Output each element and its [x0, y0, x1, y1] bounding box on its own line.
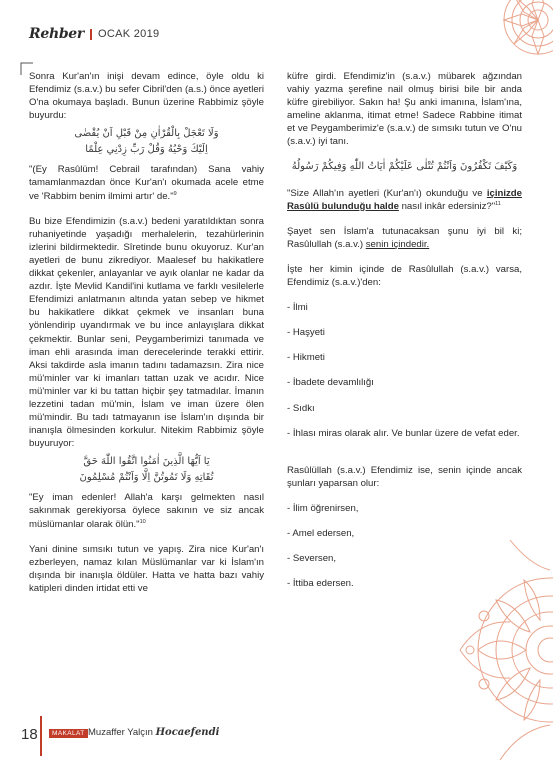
verse-translation	[29, 163, 264, 202]
underlined-phrase: senin içindedir.	[365, 238, 430, 250]
arabic-line: اِلَيْكَ وَحْيُهُ وَقُلْ رَبِّ زِدْنِي عِلْمًا	[85, 144, 208, 156]
paragraph-text: Şayet sen İslam'a tutunacaksan şunu iyi bil ki; Rasûlullah (s.a.v.)	[287, 225, 522, 250]
emphasized-phrase: içinizde Rasûlü bulunduğu halde	[287, 187, 522, 212]
list-item: - Seversen,	[287, 553, 337, 565]
list-item: - Haşyeti	[287, 327, 325, 339]
list-item: - İhlası miras olarak alır. Ve bunlar üzere de vefat eder.	[287, 427, 520, 439]
quote-text: nasıl inkâr edersiniz?"	[398, 200, 496, 212]
paragraph: küfre girdi. Efendimiz'in (s.a.v.) mübarek ağzından vahiy yazma şerefine nail olmuş birisi bile bir anda küfre girebiliyor. Sakın ha! Şu anki imanına, İslam'ına, ameline aklanma, itimat etme! Sadece Rabbine itimat et ve Peygamberimiz'e (s.a.v.) de sımsıkı tutun ve O'nu (s.a.v.) iyi tanı.	[287, 71, 522, 148]
running-header	[29, 26, 159, 42]
list-item: - İlmi	[287, 302, 308, 314]
footnote-ref: 11	[495, 200, 501, 207]
mandala-top-right	[478, 0, 553, 80]
quote-text: "(Ey Rasûlüm! Cebrail tarafından) Sana vahiy tamamlanmazdan önce Kur'an'ı okumada acele etme ve 'Rabbim benim ilmimi artır' de."	[29, 164, 264, 202]
list-item: - İttiba edersen.	[287, 578, 354, 590]
arabic-verse	[29, 126, 264, 158]
footnote-ref: 10	[139, 518, 146, 525]
section-tag: MAKALAT	[49, 729, 88, 738]
author-title: Hocaefendi	[155, 727, 220, 738]
verse-translation	[29, 491, 264, 530]
page-number: 18	[21, 726, 38, 743]
right-column	[287, 70, 522, 590]
list-item: - İbadete devamlılığı	[287, 377, 374, 389]
paragraph	[287, 225, 522, 251]
paragraph: Sonra Kur'an'ın inişi devam edince, öyle oldu ki Efendimiz (s.a.v.) bu sefer Cibril'den (a.s.) önce ayetleri O'na okumaya başladı. Bunun üzerine Rabbimiz şöyle buyurdu:	[29, 71, 264, 122]
quote-text: "Ey iman edenler! Allah'a karşı gelmekten nasıl sakınmak gerekiyorsa öylece sakının ve siz ancak müslümanlar olarak ölün."	[29, 492, 264, 530]
left-column	[29, 70, 264, 595]
verse-translation	[287, 187, 522, 213]
list-item: - Sıdkı	[287, 402, 315, 414]
issue-date: OCAK 2019	[98, 28, 160, 40]
arabic-verse	[287, 159, 522, 175]
footnote-ref: 9	[173, 190, 177, 197]
arabic-line: يَا اَيُّهَا الَّذِينَ اٰمَنُوا اتَّقُوا اللّٰهَ حَقَّ	[83, 456, 210, 468]
paragraph: Yani dinine sımsıkı tutun ve yapış. Zira nice Kur'an'ı ezberleyen, namaz kılan Müslümanlar var ki İslam'ın dışında bir inanışla öldüler. Hatta ve hatta bazı vahiy katipleri dinden irtidat etti ve	[29, 543, 264, 594]
arabic-verse	[29, 454, 264, 486]
paragraph: Bu bize Efendimizin (s.a.v.) bedeni yaratıldıktan sonra ruhaniyetinde yaşadığı merhalelerin, tezahürlerinin izlerini bildirmektedir. Sîretinde bunu okuyoruz. Kur'an ayetleri de bunu zikrediyor. Maalesef bu hakikatlere dikkat çekenler, anlayanlar ve ayık olanlar ne kadar da azdır. İşte Mevlid Kandil'ini kutlama ve farklı vesilelerle Efendimizi anlatmanın altında yatan sebep ve hikmet bu hakikatlere dikkat çekmek ve insanları buna yönlendirip uyandırmak ve bu ince anlayışlara dikkat çekmektir. Bunlar seni, Peygamberimizi tanımada ve iman ehli arasında iman derecelerinde terakki ettirir. Aksi takdirde asla imanın tadını tadamazsın. Zira nice mü'minler var ki imanları tattan uzak ve acıdır. Nice mü'minler var ki bu tattan hiçbir şey tatmadılar. İmanın lezzetini tadan mü'min, İslam ve iman üzere ölen mü'mindir. Bu tadı tatmayanın ise İslam'ın dışında bir inanışla ölmesinden korkulur. Nitekim Rabbimiz şöyle buyuruyor:	[29, 215, 264, 450]
arabic-line: تُقَاتِهِ وَلَا تَمُوتُنَّ اِلَّا وَاَنْتُمْ مُسْلِمُونَ	[79, 472, 214, 484]
arabic-line: وَلَا تَعْجَلْ بِالْقُرْاٰنِ مِنْ قَبْلِ اَنْ يُقْضٰى	[74, 128, 219, 140]
footer-rule	[40, 716, 42, 756]
header-separator	[90, 29, 92, 40]
author-credit	[88, 727, 219, 738]
list-item: - Hikmeti	[287, 352, 325, 364]
list-item: - Amel edersen,	[287, 527, 355, 539]
author-name: Muzaffer Yalçın	[88, 727, 153, 738]
paragraph: İşte her kimin içinde de Rasûlullah (s.a.v.) varsa, Efendimiz (s.a.v.)'den:	[287, 263, 522, 289]
arabic-line: وَكَيْفَ تَكْفُرُونَ وَاَنْتُمْ تُتْلٰى عَلَيْكُمْ اٰيَاتُ اللّٰهِ وَفِيكُمْ رَسُولُهُ	[291, 160, 518, 172]
list-item: - İlim öğrenirsen,	[287, 502, 359, 514]
quote-text: "Size Allah'ın ayetleri (Kur'an'ı) okunduğu ve	[287, 187, 487, 199]
magazine-logo: Rehber	[29, 26, 84, 42]
paragraph: Rasûlüllah (s.a.v.) Efendimiz ise, senin içinde ancak şunları yaparsan olur:	[287, 464, 522, 489]
